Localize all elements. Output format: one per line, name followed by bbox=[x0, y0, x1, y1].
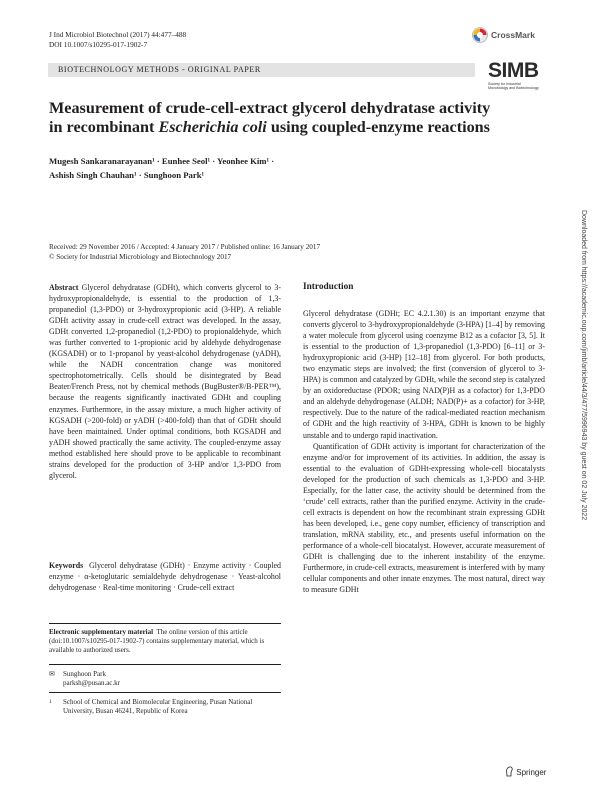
crossmark-icon bbox=[472, 27, 488, 43]
abstract-label: Abstract bbox=[49, 283, 79, 292]
copyright-line: © Society for Industrial Microbiology and Biotechnology 2017 bbox=[49, 253, 232, 261]
authors-line-2: Ashish Singh Chauhan¹ · Sunghoon Park¹ bbox=[49, 169, 205, 180]
affiliation-divider bbox=[49, 692, 281, 693]
abstract bbox=[49, 282, 281, 481]
authors-line-1: Mugesh Sankaranarayanan¹ · Eunhee Seol¹ · Yeonhee Kim¹ · bbox=[49, 156, 275, 166]
article-title bbox=[49, 99, 529, 137]
affiliation bbox=[49, 698, 281, 716]
affiliation-number: 1 bbox=[49, 699, 52, 705]
springer-horse-icon bbox=[505, 766, 514, 777]
springer-label: Springer bbox=[516, 768, 547, 777]
title-species: Escherichia coli bbox=[158, 118, 267, 136]
contact-divider bbox=[49, 664, 281, 665]
intro-heading: Introduction bbox=[303, 282, 354, 292]
journal-citation: J Ind Microbiol Biotechnol (2017) 44:477–488 bbox=[49, 30, 187, 39]
download-stamp-text: Downloaded from https://academic.oup.com/jimb/article/44/3/477/5996943 by guest on 02 July 2022 bbox=[580, 210, 587, 521]
crossmark-badge[interactable] bbox=[472, 27, 552, 43]
author-list bbox=[49, 155, 469, 182]
publisher-footer bbox=[505, 766, 546, 777]
esm-text: The online version of this article (doi:10.1007/s10295-017-1902-7) contains supplementary material, which is available to authorized users. bbox=[49, 628, 265, 654]
intro-paragraph-2: Quantification of GDHt activity is important for characterization of the enzyme and/or for improvement of its activities. In addition, the assay is essential to the evaluation of GDHt-expressing whole-cell biocatalysts developed for the production of such chemicals as 1,3-PDO and 3-HP. Especially, for the latter case, the activity should be determined from the ‘crude’ cell extracts, rather than the purified enzyme. Activity in the crude-cell extracts is dependent on how the recombinant strain expressing GDHt has been developed, i.e., gene copy number, efficiency of transcription and translation, mRNA stability, etc., and presents useful information on the performance of a whole-cell biocatalyst. However, accurate measurement of GDHt is challenging due to the inherent instability of the enzyme. Furthermore, in crude-cell extracts, measurement is interfered with by many cellular components and other innate enzymes. The most natural, direct way to measure GDHt bbox=[303, 441, 545, 595]
doi[interactable]: DOI 10.1007/s10295-017-1902-7 bbox=[49, 40, 148, 49]
title-line-2 bbox=[49, 118, 529, 137]
crossmark-label: CrossMark bbox=[491, 30, 535, 40]
article-dates bbox=[49, 242, 320, 262]
section-bar bbox=[48, 63, 475, 77]
abstract-text: Glycerol dehydratase (GDHt), which converts glycerol to 3-hydroxypropionaldehyde, is essential to the production of 1,3-propanediol (1,3-PDO) or 3-hydroxypropionic acid (3-HP). A reliable GDHt activity assay in crude-cell extract was developed. In the assay, GDHt converted 1,2-propanediol (1,2-PDO) to propionaldehyde, which was further converted to 1-propionic acid by aldehyde dehydrogenase (KGSADH) or to 1-propanol by yeast-alcohol dehydrogenase (yADH), while the NADH concentration change was monitored spectrophotometrically. Cells should be disintegrated by Bead Beater/French Press, not by chemical methods (BugBuster®/B-PER™), because the reagents significantly inactivated GDHt and coupling enzymes. Furthermore, in the assay mixture, a much higher activity of KGSADH (>200-fold) or yADH (>400-fold) than that of GDHt should have been maintained. Under optimal conditions, both KGSADH and yADH showed practically the same activity. The coupled-enzyme assay method established here should prove to be applicable to recombinant strains developed for the production of 3-HP and/or 1,3-PDO from glycerol. bbox=[49, 283, 281, 480]
title-line-2-pre: in recombinant bbox=[49, 118, 159, 136]
corresponding-author bbox=[49, 670, 281, 688]
intro-paragraph-1: Glycerol dehydratase (GDHt; EC 4.2.1.30) is an important enzyme that converts glycerol to 3-hydroxypropionaldehyde (3-HPA) [1–4] by removing a water molecule from glycerol using coenzyme B12 as a cofactor [3, 5]. It is essential to the production of 1,3-propanediol (1,3-PDO) [6–11] or 3-hydroxypropionic acid (3-HP) [12–18] from glycerol. For both products, two enzymatic steps are involved; the first (conversion of glycerol to 3-HPA) is common and catalyzed by GDHt, while the second step is catalyzed by an oxidoreductase (PDOR; using NAD(P)H as a cofactor) for 1,3-PDO and an aldehyde dehydrogenase (ALDH; NAD(P)+ as a cofactor) for 3-HP, respectively. Due to the nature of the radical-mediated reaction mechanism of GDHt and the high reactivity of 3-HPA, GDHt is known to be highly unstable and to undergo rapid inactivation. bbox=[303, 309, 545, 440]
dates-line: Received: 29 November 2016 / Accepted: 4 January 2017 / Published online: 16 January 2017 bbox=[49, 243, 321, 251]
keywords-text: Glycerol dehydratase (GDHt) · Enzyme activity · Coupled enzyme · α-ketoglutaric semialdehyde dehydrogenase · Yeast-alcohol dehydrogenase · Real-time monitoring · Crude-cell extract bbox=[49, 561, 281, 593]
section-label: BIOTECHNOLOGY METHODS - ORIGINAL PAPER bbox=[58, 65, 261, 74]
simb-tagline: Society for Industrial Microbiology and Biotechnology bbox=[488, 82, 539, 91]
title-line-1: Measurement of crude-cell-extract glycerol dehydratase activity bbox=[49, 99, 491, 117]
footnote-divider bbox=[49, 623, 281, 624]
contact-name: Sunghoon Park bbox=[63, 670, 106, 678]
intro-body bbox=[303, 308, 545, 595]
envelope-icon: ✉ bbox=[49, 670, 55, 678]
contact-email[interactable]: parksh@pusan.ac.kr bbox=[63, 679, 120, 687]
keywords bbox=[49, 560, 281, 593]
esm-label: Electronic supplementary material bbox=[49, 628, 154, 636]
keywords-label: Keywords bbox=[49, 561, 84, 570]
title-line-2-post: using coupled-enzyme reactions bbox=[266, 118, 490, 136]
download-stamp bbox=[577, 210, 589, 760]
simb-wordmark: SIMB bbox=[488, 59, 539, 82]
simb-logo bbox=[488, 60, 548, 100]
esm-note bbox=[49, 628, 281, 655]
affiliation-text: School of Chemical and Biomolecular Engineering, Pusan National University, Busan 46241, Republic of Korea bbox=[63, 698, 253, 715]
